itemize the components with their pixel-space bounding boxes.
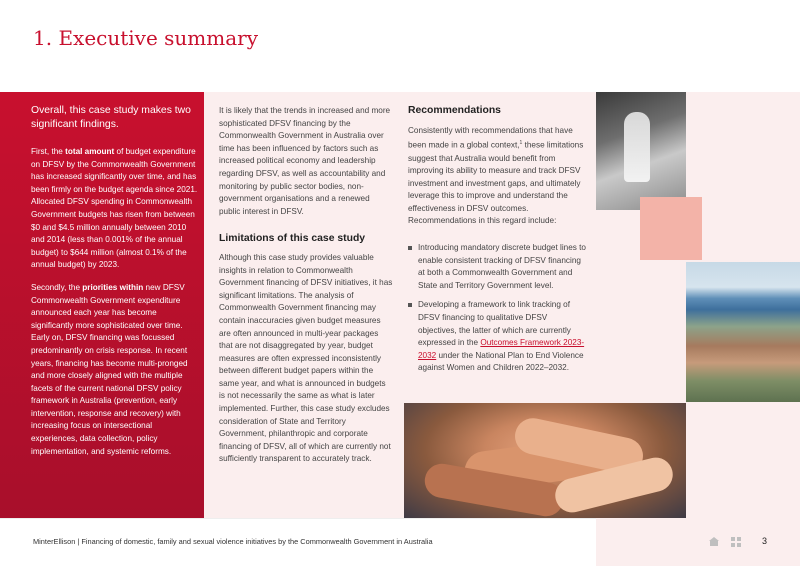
findings-body [31,146,199,468]
findings-lead: Overall, this case study makes two significant findings. [31,105,191,130]
home-icon[interactable] [709,537,719,546]
page-number: 3 [762,536,768,546]
finding-1-pre: First, the [31,147,66,156]
finding-2 [31,282,199,458]
page-title: 1. Executive summary [33,26,259,50]
bullet-2-pre: Developing a framework to link tracking of DFSV financing to qualitative DFSV objectives, the latter of which are currently expressed in the [418,300,571,348]
finding-2-post: new DFSV Commonwealth Government expenditure announced each year has become significantly more sophisticated over time. Early on, DFSV financing was focussed predominantly on crisis response. In recent years, financing has become multi-pronged and more closely aligned with the multiple facets of the current national DFSV policy framework in Australia (prevention, early intervention, response and recovery) with increasing focus on intersectional experiences, data collection, policy implementation, and systemic reforms. [31,282,188,456]
coastline-photo [686,262,800,402]
decorative-block [640,197,702,260]
footer-divider [0,518,596,519]
list-item [408,299,586,375]
hands-photo [404,403,686,518]
limitations-heading: Limitations of this case study [219,233,366,245]
office-photo [596,92,686,210]
finding-1 [31,146,199,272]
finding-2-pre: Secondly, the [31,282,83,292]
middle-column [219,105,393,466]
recommendations-column [408,105,586,382]
recommendations-heading: Recommendations [408,105,501,116]
bullet-2-post: under the National Plan to End Violence against Women and Children 2022–2032. [418,350,584,373]
list-item [408,242,586,292]
trends-paragraph: It is likely that the trends in increased and more sophisticated DFSV financing by the Commonwealth Government in Australia over time has been influenced by factors such as increased political economy and leadership regarding DFSV, as well as accountability and monitoring by public sector bodies, non-government organisations and a renewed public interest in DFSV. [219,106,391,216]
footer-text: MinterEllison | Financing of domestic, family and sexual violence initiatives by the Commonwealth Government in Australia [33,537,433,546]
recommendations-text-post: these limitations suggest that Australia would benefit from improving its ability to measure and track DFSV investment and investment gaps, and ultimately leverage this to improve and understand the effectiveness in DFSV outcomes. Recommendations in this regard include: [408,140,584,226]
footnote-ref[interactable]: 1 [519,140,523,147]
outcomes-framework-link[interactable]: Outcomes Framework 2023-2032 [418,338,585,360]
limitations-paragraph: Although this case study provides valuable insights in relation to Commonwealth Government financing of DFSV initiatives, it has significant limitations. The analysis of Commonwealth Government financing may contain inaccuracies given budget measures are often announced in multi-year packages that are not disaggregated by year, budget measures are often expressed inconsistently between different budget papers within the same year, and what is announced in budgets is not necessarily the same as what is later implemented. Further, this case study excludes consideration of State and Territory Government, philanthropic and corporate financing of DFSV, all of which are currently not sufficiently transparent to accurately track. [219,252,393,464]
finding-2-bold: priorities within [82,282,144,292]
recommendations-text-pre: Consistently with recommendations that have been made in a global context, [408,125,573,150]
bullet-icon [408,303,412,307]
finding-1-bold: total amount [65,147,115,156]
findings-panel [0,92,204,518]
bullet-icon [408,246,412,250]
finding-1-post: of budget expenditure on DFSV by the Commonwealth Government has increased significantly over time, and has been firmly on the budget agenda since 2021. Allocated DFSV spending in Commonwealth Government budgets has risen from between $0 and $4.5 million annually between 2010 and 2014 (less than 0.001% of the annual budget) to $644 million (almost 0.1% of the annual budget) by 2023. [31,147,198,270]
recommendations-paragraph [408,125,586,228]
recommendations-list [408,242,586,375]
decorative-panel [686,402,800,566]
grid-icon[interactable] [731,537,741,547]
bullet-1-text: Introducing mandatory discrete budget lines to enable consistent tracking of DFSV financing at both a Commonwealth Government and State and Territory Government level. [418,243,586,290]
